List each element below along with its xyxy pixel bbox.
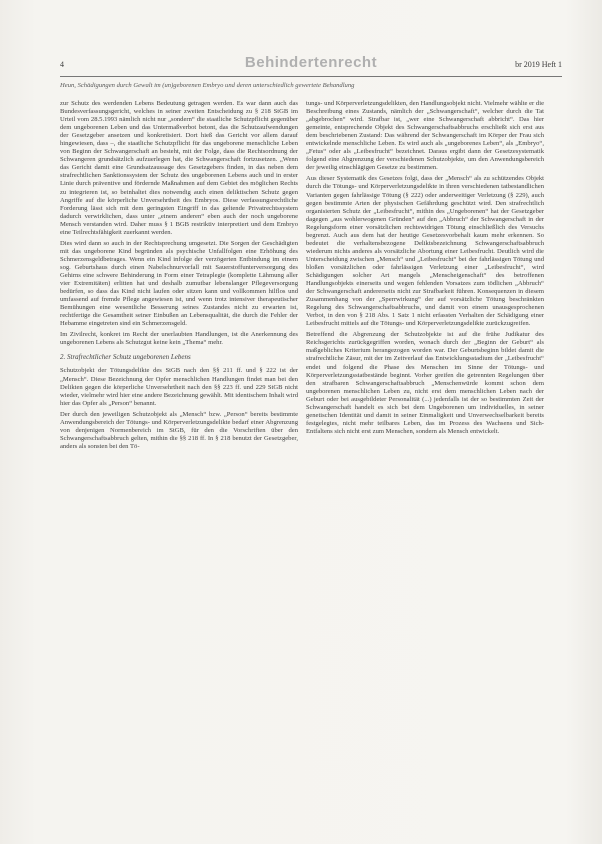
paragraph: zur Schutz des werdenden Lebens Bedeutung getragen werden. Es war dann auch das Bundesverfassungsgericht, welches in seiner zweiten Entscheidung zu § 218 StGB im Urteil vom 28.5.1993 nämlich nicht nur „sondern“ die staatliche Schutzpflicht gegenüber dem ungeborenen Leben und das Untermaßverbot betont, das die Schutzaufwendungen der Gesetzgeber ansetzen und konkretisiert. Dort hieß das Gericht vor allem darauf hingewiesen, dass –, die staatliche Schutzpflicht für das ungeborene menschliche Leben von Beginn der Schwangerschaft an besteht, mit der Folge, dass die Rechtsordnung der Schwangeren grundsätzlich aufzuerlegen hat, die Schwangerschaft fortzusetzen. „Wenn das Gericht damit eine Grundsatzaussage des Gesetzgebers finden, in das neben dem strafrechtlichen Sanktionssystem der Schutz des ungeborenen Lebens auch und in erster Linie durch präventive und fördernde Maßnahmen auf dem Gebiet des möglichen Rechts zu integrieren ist, so beinhaltet dies notwendig auch einen deliktischen Schutz gegen Angriffe auf die körperliche Unversehrtheit des Embryos. Diese verfassungsrechtliche Forderung lässt sich mit dem geringsten Eingriff in das geltende Privatrechtssystem dadurch verwirklichen, dass unter „einem anderen“ eben auch der noch ungeborene Mensch verstanden wird. Daher muss § 1 BGB restriktiv interpretiert und dem Embryo eine Teilrechtsfähigkeit zuerkannt werden. (60, 100, 298, 236)
left-column (60, 100, 298, 454)
paragraph: Dies wird dann so auch in der Rechtsprechung umgesetzt. Die Sorgen der Geschädigten mit das ungeborene Kind begründen als psychische Unfallfolgen eine Erhöhung des Schmerzensgeldbetrages. Wenn ein Kind infolge der verzögerten Entbindung im einem sog. Geburtshaus durch einen Nabelschnurvorfall mit Sauerstoffunterversorgung des Gehirns eine schwere Behinderung in Form einer Tetraplegie (komplette Lähmung aller vier Extremitäten) erlitten hat und deshalb zumutbar lebenslanger Pflegeversorgung bedürfen, so dass das Kind nicht laufen oder sitzen kann und vollkommen hilflos und umfassend auf fremde Pflege angewiesen ist, und wenn trotz intensiver therapeutischer Bemühungen eine wesentliche Besserung seines Zustandes nicht zu erwarten ist, rechtfertige die Gesamtheit seiner Einbußen an Lebensqualität, die durch die Fehler der Hebamme eingetreten sind ein Schmerzensgeld. (60, 239, 298, 328)
issue-label: br 2019 Heft 1 (515, 60, 562, 69)
paragraph: Der durch den jeweiligen Schutzobjekt als „Mensch“ bzw. „Person“ bereits bestimmte Anwendungsbereich der Tötungs- und Körperverletzungsdelikte bedarf einer Abgrenzung von denjenigen Normenbereich im StGB, für den die Vorschriften über den Schwangerschaftsabbruch gelten, mithin die §§ 218 ff. In § 218 benutzt der Gesetzgeber, anders als sonsten bei den Tö- (60, 410, 298, 450)
paragraph: Im Zivilrecht, konkret im Recht der unerlaubten Handlungen, ist die Anerkennung des ungeborenen Lebens als Schutzgut keine kein „Thema“ mehr. (60, 331, 298, 347)
paragraph: Betreffend die Abgrenzung der Schutzobjekte ist auf die frühe Judikatur des Reichsgerichts zurückgegriffen worden, wonach durch der „Beginn der Geburt“ als maßgebliches Kriterium herangezogen worden war. Der Geburtsbeginn bildet damit die strafrechtliche Zäsur, mit der im Zeitverlauf das Entwicklungsstadium der „Leibesfrucht“ endet und folgend die Phase des Menschen im Sinne der Tötungs- und Körperverletzungsstatbestände beginnt. Vorher greifen die getrennten Regelungen über den strafbaren Schwangerschaftsabbruch „Menschenwürde kommt schon dem ungeborenen menschlichen Leben zu, nicht erst dem menschlichen Leben nach der Geburt oder bei ausgebildeter Personalität (...) jedenfalls ist der so bestimmten Zeit der Schwangerschaft handelt es sich bei dem Ungeborenen um individuelles, in seiner genetischen Identität und damit in seiner Einmaligkeit und Unverwechselbarkeit bereits festgelegtes, nicht mehr teilbares Leben, das im Prozess des Wachsens und Sich-Entfaltens sich nicht erst zum Menschen, sondern als Mensch entwickelt. (306, 331, 544, 435)
page-header (60, 54, 562, 77)
section-heading: 2. Strafrechtlicher Schutz ungeborenen Lebens (60, 353, 191, 362)
journal-title: Behindertenrecht (244, 54, 378, 71)
paragraph: tungs- und Körperverletzungsdelikten, den Handlungsobjekt nicht. Vielmehr wählte er die Beschreibung eines Zustands, nämlich der „Schwangerschaft“, welcher durch die Tat „abgebrochen“ wird. Strafbar ist, „wer eine Schwangerschaft abbricht“. Das hier gemeinte, entsprechende Objekt des Schwangerschaftsabbruchs erschließt sich erst aus dem beschriebenen Zustand: Das während der Schwangerschaft im Körper der Frau sich entwickelnde menschliche Leben. Es wird auch als „ungeborenes Leben“, als „Embryo“, „Fetus“ oder als „Leibesfrucht“ bezeichnet. Daraus ergibt dann der Gesetzesystematik folgend eine Abgrenzung der verschiedenen Schutzobjekte, um den Anwendungsbereich der jeweilig einschlägigen Gesetze zu bestimmen. (306, 100, 544, 172)
article-running-title: Heun, Schädigungen durch Gewalt im (un)geborenen Embryo und deren unterschiedlich gewertete Behandlung (60, 82, 355, 89)
page-number: 4 (60, 60, 64, 69)
right-column (306, 100, 544, 439)
paragraph: Schutzobjekt der Tötungsdelikte des StGB nach den §§ 211 ff. und § 222 ist der „Mensch“. Diese Bezeichnung der Opfer menschlichen Handlungen findet man bei den Delikten gegen die körperliche Unversehrtheit nach den §§ 223 ff. und 229 StGB nicht wieder, vielmehr wird hier eine andere Bezeichnung gewählt. Mit identischem Inhalt wird hier das Opfer als „Person“ benannt. (60, 367, 298, 407)
paragraph: Aus dieser Systematik des Gesetzes folgt, dass der „Mensch“ als zu schützendes Objekt durch die Tötungs- und Körperverletzungsdelikte in ihren verschiedenen tatbestandlichen Varianten gegen fahrlässige Tötung (§ 222) oder anderweitiger Verletzung (§ 229), auch gegen bestimmte Arten der physischen Gefährdung geschützt wird. Den strafrechtlich organisierten Schutz der „Leibesfrucht“, mithin des „Ungeborenen“ hat der Gesetzgeber dagegen „aus wohlerwogenen Gründen“ auf den „Abbruch“ der Schwangerschaft in der Regelungsform einer vorsätzlichen rechtswidrigen Tötung einschließlich des Versuchs begrenzt. Auch aus dem hat der heutige Gesetzesvorbehalt kaum mehr erkennen. So bedeutet die verhaltensbezogene Deliktsbezeichnung Schwangerschaftsabbruch wiederum nichts anderes als vorsätzliche Abortung einer Leibesfrucht. Deutlich wird die Unterscheidung zwischen „Mensch“ und „Leibesfrucht“ bei der fahrlässigen Tötung und bloßen vorsätzlichen oder fahrlässigen Verletzung einer „Leibesfrucht“, wird Schädigungen solcher Art mangels „Menscheigenschaft“ des betroffenen Handlungsobjekts einerseits und wegen fehlenden Vorsatzes zum tödlichen „Abbruch“ der Schwangerschaft andererseits nicht zur Strafbarkeit führen. Konsequenzen in diesem Zusammenhang von der „Sperrwirkung“ der auf vorsätzliche Tötung beschränkten Regelung des Schwangerschaftsabbruchs, und damit von einem unausgesprochenen Verbot, in den von § 218 Abs. 1 Satz 1 nicht erfassten Verhalten der Schädigung einer Leibesfrucht mittels auf die Tötungs- und Körperverletzungsdelikte zurückzugreifen. (306, 175, 544, 328)
